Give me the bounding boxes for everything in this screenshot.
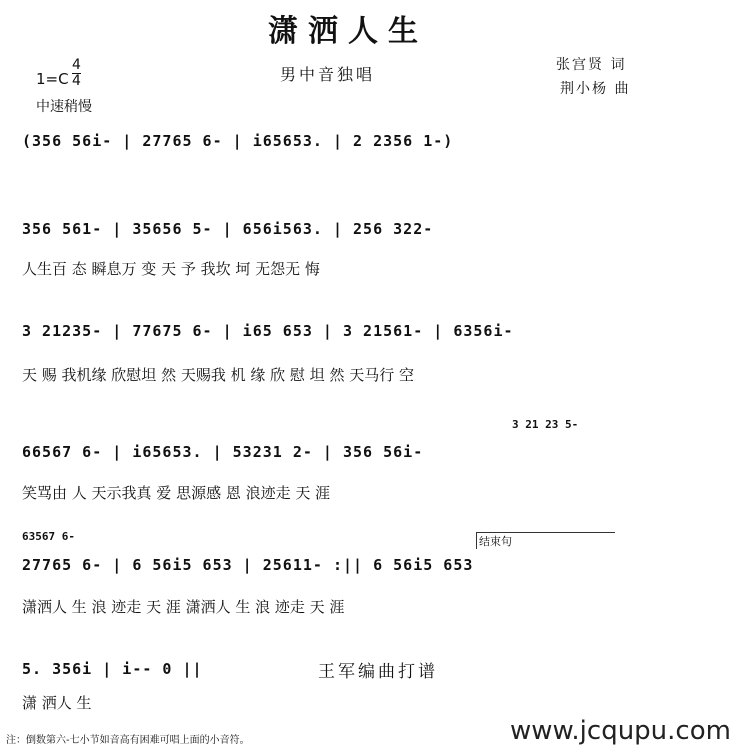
footnote: 注：倒数第六-七小节如音高有困难可唱上面的小音符。 — [6, 735, 250, 746]
ending-phrase-label: 结束句 — [476, 532, 615, 549]
tempo-marking: 中速稍慢 — [36, 99, 92, 115]
lyricist-credit: 张宫贤 词 — [556, 57, 627, 73]
site-watermark: www.jcqupu.com — [510, 716, 731, 746]
notation-row-4: 66567 6- | i65653. | 53231 2- | 356 56i- — [22, 443, 424, 461]
arranger-credit: 王军编曲打谱 — [318, 662, 438, 682]
notation-row-6: 5. 356i | i-- 0 || — [22, 660, 203, 678]
lyrics-row-6: 潇 洒人 生 — [22, 694, 92, 712]
alt-notation-row-4: 3 21 23 5- — [512, 418, 579, 431]
lyrics-row-5: 潇洒人 生 浪 迹走 天 涯 潇洒人 生 浪 迹走 天 涯 — [22, 598, 345, 616]
notation-row-5: 27765 6- | 6 56i5 653 | 25611- :|| 6 56i5 653 — [22, 556, 474, 574]
lyrics-row-2: 人生百 态 瞬息万 变 天 予 我坎 坷 无怨无 悔 — [22, 260, 320, 278]
time-signature — [72, 58, 81, 89]
notation-row-1: (356 56i- | 27765 6- | i65653. | 2 2356 1-) — [22, 132, 454, 150]
notation-row-2: 356 561- | 35656 5- | 656i563. | 256 322- — [22, 220, 434, 238]
performance-type: 男中音独唱 — [280, 65, 376, 84]
composer-credit: 荆小杨 曲 — [560, 81, 631, 97]
time-sig-bottom: 4 — [72, 73, 81, 89]
song-title: 潇洒人生 — [268, 14, 428, 49]
lyrics-row-3: 天 赐 我机缘 欣慰坦 然 天赐我 机 缘 欣 慰 坦 然 天马行 空 — [22, 366, 414, 384]
lyrics-row-4: 笑骂由 人 天示我真 爱 思源感 恩 浪迹走 天 涯 — [22, 484, 331, 502]
notation-row-3: 3 21235- | 77675 6- | i65 653 | 3 21561- | 6356i- — [22, 322, 514, 340]
key-signature: 1=C — [36, 70, 69, 88]
alt-notation-row-5: 63567 6- — [22, 530, 75, 543]
time-sig-top: 4 — [72, 57, 81, 73]
